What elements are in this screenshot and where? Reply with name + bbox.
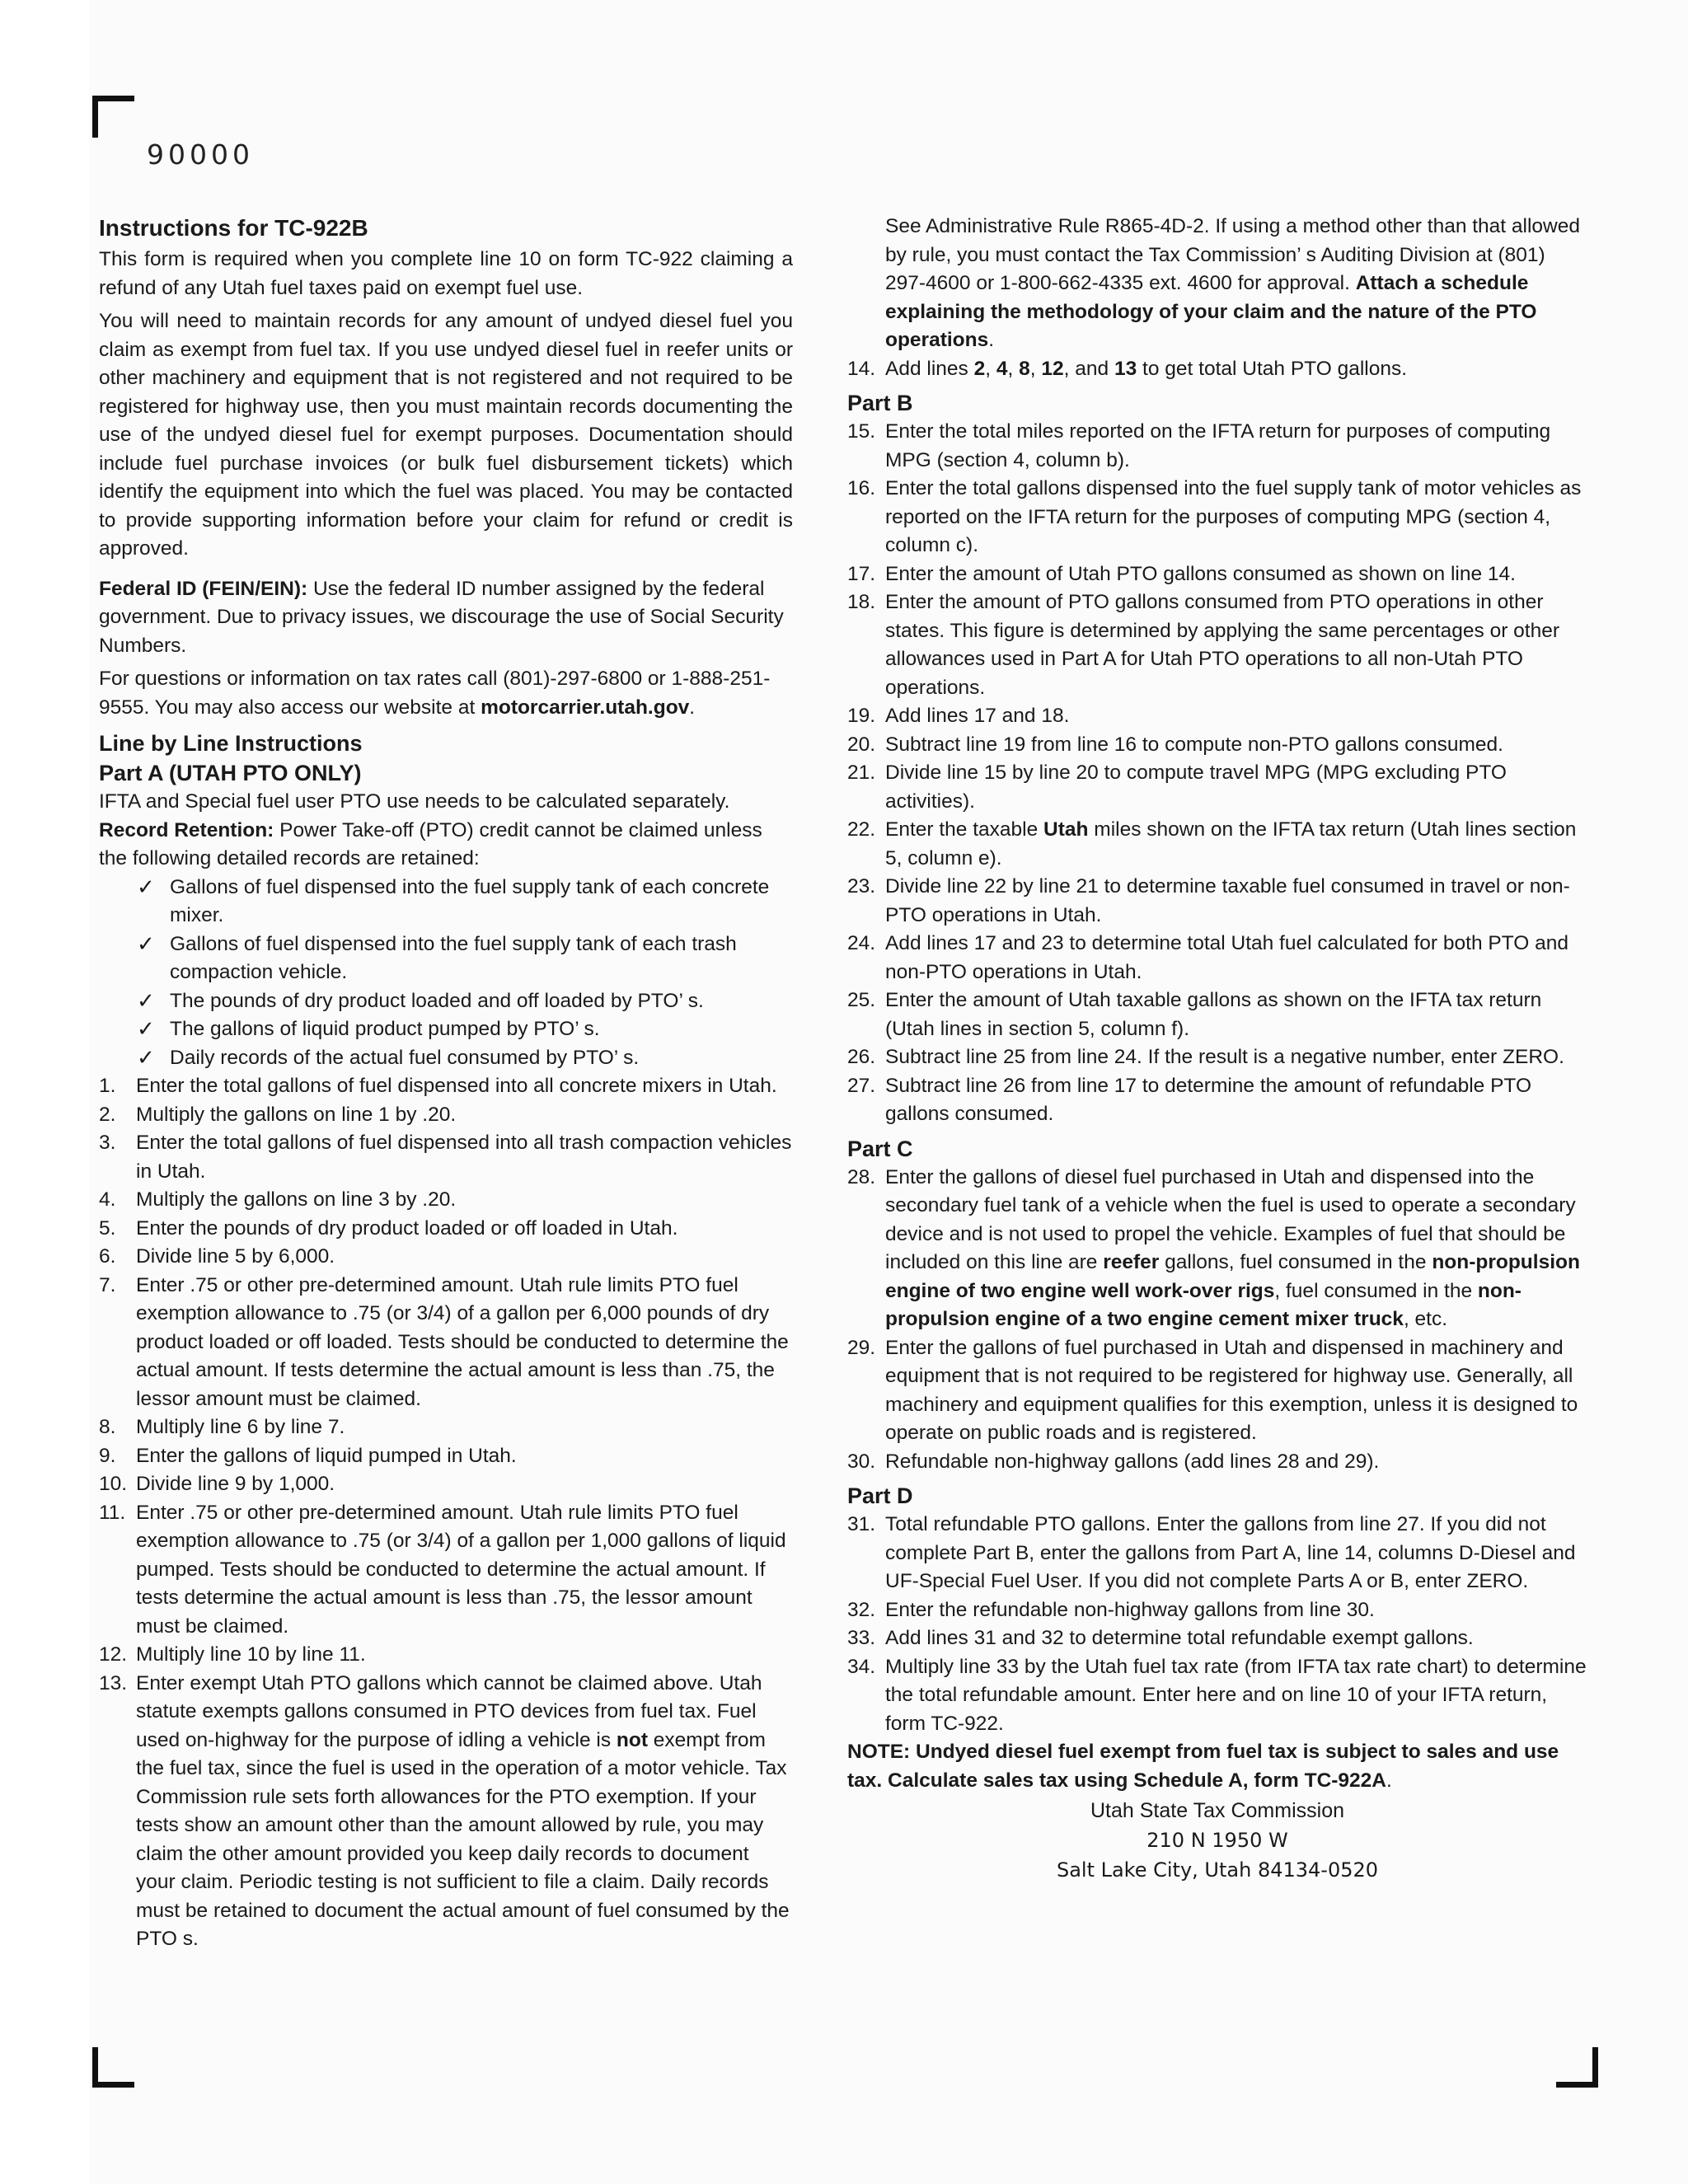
item-text: Divide line 5 by 6,000. — [136, 1245, 335, 1268]
item-text: , — [985, 357, 996, 380]
item-text: Refundable non-highway gallons (add lines 28 and 29). — [885, 1450, 1380, 1473]
item-number: 3. — [99, 1132, 116, 1154]
item-number: 26. — [847, 1046, 876, 1068]
item-number: 9. — [99, 1444, 116, 1467]
fein-paragraph — [99, 575, 793, 661]
list-item — [99, 1129, 793, 1186]
list-item — [99, 1470, 793, 1499]
item-number: 18. — [847, 591, 876, 613]
part-d-list — [847, 1511, 1587, 1738]
list-item — [99, 1186, 793, 1215]
checkmark-icon: ✓ — [137, 1045, 155, 1071]
item-text: Enter .75 or other pre-determined amount. Utah rule limits PTO fuel exemption allowance to .75 (or 3/4) of a gallon per 6,000 pounds of dry product loaded or off loaded. Tests should be conducted to determine the actual amount. If tests determine the actual amount is less than .75, the lessor amount must be claimed. — [136, 1273, 789, 1410]
note-text: NOTE: Undyed diesel fuel exempt from fuel tax is subject to sales and use tax. Calculate sales tax using Schedule A, form TC-922A — [847, 1741, 1559, 1792]
item-text-bold: non-propulsion engine of a two engine cement mixer truck — [885, 1279, 1522, 1330]
item-text: Add lines — [885, 357, 974, 380]
list-item — [847, 1164, 1587, 1334]
item-number: 4. — [99, 1188, 116, 1211]
item-text: Subtract line 26 from line 17 to determine the amount of refundable PTO gallons consumed. — [885, 1074, 1531, 1125]
item-number: 31. — [847, 1513, 876, 1535]
item-text: Enter the total miles reported on the IFTA return for purposes of computing MPG (section 4, column b). — [885, 420, 1551, 471]
list-item — [99, 1413, 793, 1442]
record-retention-label: Record Retention: — [99, 818, 274, 841]
list-item — [99, 1670, 793, 1954]
checklist-item — [137, 1044, 793, 1073]
item-text: , etc. — [1403, 1308, 1448, 1330]
item-number: 32. — [847, 1598, 876, 1621]
item-number: 22. — [847, 818, 876, 841]
list-item — [847, 1624, 1587, 1653]
line-ref: 2 — [973, 357, 986, 380]
continuation-text: See Administrative Rule R865-4D-2. If using a method other than that allowed by rule, you must contact the Tax Commission’ s Auditing Division at (801) 297-4600 or 1-800-662-4335 ext. 4600 for approval. — [885, 215, 1581, 294]
intro-paragraph-1: This form is required when you complete line 10 on form TC-922 claiming a refund of any Utah fuel taxes paid on exempt fuel use. — [99, 248, 793, 299]
item14-list — [847, 355, 1587, 384]
list-item — [99, 1499, 793, 1642]
item-text: miles shown on the IFTA tax return (Utah lines section 5, column e). — [885, 818, 1577, 869]
item-text: Enter the amount of PTO gallons consumed from PTO operations in other states. This figure is determined by applying the same percentages or other allowances used in Part A for Utah PTO operations to all non-Utah PTO operations. — [885, 591, 1560, 699]
item-number: 14. — [847, 357, 876, 380]
list-item — [847, 873, 1587, 930]
list-item — [847, 1448, 1587, 1477]
item-number: 2. — [99, 1103, 116, 1126]
checkmark-icon: ✓ — [137, 988, 155, 1014]
checklist-text: Gallons of fuel dispensed into the fuel supply tank of each trash compaction vehicle. — [170, 932, 737, 983]
checklist-text: Gallons of fuel dispensed into the fuel supply tank of each concrete mixer. — [170, 875, 770, 926]
item-text-bold: reefer — [1103, 1251, 1160, 1273]
item-text: Enter the total gallons of fuel dispensed into all concrete mixers in Utah. — [136, 1075, 777, 1097]
contact-paragraph — [99, 665, 793, 722]
fein-text: Use the federal ID number assigned by the federal government. Due to privacy issues, we discourage the use of Social Security Numbers. — [99, 577, 784, 657]
item-text: Add lines 31 and 32 to determine total refundable exempt gallons. — [885, 1627, 1474, 1649]
list-item — [847, 930, 1587, 987]
item-number: 29. — [847, 1336, 876, 1359]
item-text: Subtract line 19 from line 16 to compute non-PTO gallons consumed. — [885, 733, 1503, 756]
list-item — [847, 702, 1587, 731]
part-a-list — [99, 1072, 793, 1954]
list-item — [847, 731, 1587, 760]
list-item — [847, 355, 1587, 384]
item-text: Enter the pounds of dry product loaded or off loaded in Utah. — [136, 1216, 678, 1240]
item-text: Add lines 17 and 23 to determine total Utah fuel calculated for both PTO and non-PTO operations in Utah. — [885, 932, 1568, 983]
line-ref: 4 — [996, 357, 1008, 380]
continuation-end: . — [988, 329, 995, 351]
part-b-heading: Part B — [847, 391, 913, 415]
website-link[interactable]: motorcarrier.utah.gov — [481, 696, 690, 719]
checklist-item — [137, 930, 793, 987]
list-item — [99, 1072, 793, 1101]
corner-mark-top-left — [92, 96, 134, 138]
list-item — [99, 1243, 793, 1272]
record-retention-paragraph — [99, 817, 793, 874]
list-item — [847, 987, 1587, 1043]
continuation-bold: Attach a schedule explaining the methodology of your claim and the nature of the PTO operations — [885, 272, 1537, 351]
checkmark-icon: ✓ — [137, 931, 155, 957]
item-text: Divide line 9 by 1,000. — [136, 1473, 335, 1495]
item-number: 30. — [847, 1450, 876, 1473]
item-text: Multiply the gallons on line 1 by .20. — [136, 1103, 457, 1126]
list-item — [99, 1215, 793, 1244]
item-text: Enter the total gallons of fuel dispensed into all trash compaction vehicles in Utah. — [136, 1132, 792, 1183]
item-text: Enter the total gallons dispensed into the fuel supply tank of motor vehicles as reported on the IFTA return for the purposes of computing MPG (section 4, column c). — [885, 477, 1582, 556]
record-checklist — [99, 874, 793, 1073]
item-text: Enter .75 or other pre-determined amount. Utah rule limits PTO fuel exemption allowance to .75 (or 3/4) of a gallon per 1,000 gallons of liquid pumped. Tests should be conducted to determine the actual amount. If tests determine the actual amount is less than .75, the lessor amount must be claimed. — [136, 1501, 786, 1638]
item-number: 28. — [847, 1165, 876, 1188]
list-item — [847, 1511, 1587, 1596]
list-item — [847, 1334, 1587, 1448]
item-number: 5. — [99, 1216, 116, 1240]
item-number: 21. — [847, 762, 876, 784]
list-item — [847, 759, 1587, 816]
item-text: to get total Utah PTO gallons. — [1137, 357, 1408, 380]
checkmark-icon: ✓ — [137, 874, 155, 900]
item-number: 7. — [99, 1273, 116, 1296]
item-number: 27. — [847, 1074, 876, 1097]
checklist-text: The gallons of liquid product pumped by PTO’ s. — [170, 1018, 600, 1040]
item-number: 20. — [847, 733, 876, 756]
item-number: 11. — [99, 1501, 126, 1524]
form-number: 90000 — [147, 138, 254, 171]
item-text-bold: Utah — [1043, 818, 1089, 841]
item-number: 19. — [847, 705, 876, 727]
list-item — [847, 475, 1587, 560]
corner-mark-bottom-left — [92, 2047, 134, 2088]
sales-tax-note — [847, 1738, 1587, 1795]
list-item — [99, 1641, 793, 1670]
item-text: exempt from the fuel tax, since the fuel is used in the operation of a motor vehicle. Tax Commission rule sets forth allowances for the PTO exemption. If your tests show an amount other than the amount allowed by rule, you may claim the other amount provided you keep daily records to document your claim. Periodic testing is not sufficient to file a claim. Daily records must be retained to document the actual amount of fuel consumed by the PTO s. — [136, 1728, 790, 1950]
right-column — [847, 213, 1587, 1885]
list-item — [847, 1043, 1587, 1072]
line-by-line-heading: Line by Line Instructions — [99, 731, 363, 756]
list-item — [847, 1596, 1587, 1625]
item-text: , — [1029, 357, 1042, 380]
item-text: Divide line 15 by line 20 to compute travel MPG (MPG excluding PTO activities). — [885, 762, 1507, 813]
list-item — [847, 1072, 1587, 1129]
part-a-heading: Part A (UTAH PTO ONLY) — [99, 761, 362, 785]
item-text: Total refundable PTO gallons. Enter the gallons from line 27. If you did not complete Part B, enter the gallons from Part A, line 14, columns D-Diesel and UF-Special Fuel User. If you did not complete Parts A or B, enter ZERO. — [885, 1513, 1576, 1592]
record-retention-text: Power Take-off (PTO) credit cannot be claimed unless the following detailed records are retained: — [99, 818, 762, 869]
list-item — [847, 588, 1587, 702]
checklist-item — [137, 874, 793, 930]
item-text: , fuel consumed in the — [1274, 1279, 1478, 1302]
item-text: Enter the refundable non-highway gallons from line 30. — [885, 1598, 1375, 1621]
item-text: Add lines 17 and 18. — [885, 705, 1070, 727]
contact-end: . — [689, 696, 696, 719]
list-item — [847, 418, 1587, 475]
part-c-heading: Part C — [847, 1136, 913, 1161]
line-ref: 8 — [1019, 357, 1030, 380]
fein-label: Federal ID (FEIN/EIN): — [99, 577, 308, 600]
part-b-list — [847, 418, 1587, 1129]
list-item — [99, 1272, 793, 1414]
item-number: 6. — [99, 1245, 116, 1268]
item-number: 24. — [847, 932, 876, 954]
item-number: 8. — [99, 1416, 116, 1438]
item-text: Multiply line 10 by line 11. — [136, 1643, 366, 1666]
part-c-list — [847, 1164, 1587, 1477]
address-block — [847, 1797, 1587, 1885]
item-text: , — [1007, 357, 1020, 380]
item-number: 13. — [99, 1671, 128, 1694]
commission-name: Utah State Tax Commission — [1090, 1799, 1344, 1822]
item-text: Multiply line 6 by line 7. — [136, 1416, 345, 1438]
list-item — [99, 1442, 793, 1471]
checklist-text: The pounds of dry product loaded and off loaded by PTO’ s. — [170, 989, 704, 1012]
item-text: Multiply the gallons on line 3 by .20. — [136, 1188, 457, 1211]
contact-text: For questions or information on tax rates call (801)-297-6800 or 1-888-251-9555. You may also access our website at — [99, 668, 771, 719]
item-text: Subtract line 25 from line 24. If the result is a negative number, enter ZERO. — [885, 1046, 1564, 1068]
item-text: Enter the amount of Utah taxable gallons as shown on the IFTA tax return (Utah lines in section 5, column f). — [885, 989, 1542, 1040]
list-item — [99, 1101, 793, 1130]
list-item — [847, 560, 1587, 589]
intro-section — [99, 213, 793, 564]
line-ref: 12 — [1041, 357, 1064, 380]
item-text: Divide line 22 by line 21 to determine taxable fuel consumed in travel or non-PTO operations in Utah. — [885, 875, 1570, 926]
list-item — [847, 816, 1587, 873]
item-number: 10. — [99, 1473, 128, 1495]
note-end: . — [1386, 1769, 1392, 1792]
item-text: Enter the gallons of liquid pumped in Utah. — [136, 1444, 517, 1467]
item-text: gallons, fuel consumed in the — [1159, 1251, 1432, 1273]
city-address: Salt Lake City, Utah 84134-0520 — [1056, 1858, 1379, 1882]
checkmark-icon: ✓ — [137, 1017, 155, 1042]
item-text: Enter the taxable — [885, 818, 1044, 841]
item-text: , and — [1063, 357, 1114, 380]
item-text-bold: not — [616, 1728, 648, 1751]
part-d-heading: Part D — [847, 1483, 913, 1508]
item-text: Enter the amount of Utah PTO gallons consumed as shown on line 14. — [885, 562, 1516, 585]
checklist-text: Daily records of the actual fuel consumed by PTO’ s. — [170, 1046, 640, 1069]
corner-mark-bottom-right — [1556, 2047, 1598, 2088]
part-a-intro: IFTA and Special fuel user PTO use needs to be calculated separately. — [99, 790, 730, 813]
item-number: 23. — [847, 875, 876, 898]
intro-paragraph-2: You will need to maintain records for any amount of undyed diesel fuel you claim as exempt from fuel tax. If you use undyed diesel fuel in reefer units or other machinery and equipment that is not registered and not required to be registered for highway use, then you must maintain records documenting the use of the undyed diesel fuel for exempt purposes. Documentation should include fuel purchase invoices (or bulk fuel disbursement tickets) which identify the equipment into which the fuel was placed. You may be contacted to provide supporting information before your claim for refund or credit is approved. — [99, 310, 793, 560]
checklist-item — [137, 1015, 793, 1044]
item-number: 1. — [99, 1075, 116, 1097]
item-text: Enter the gallons of diesel fuel purchased in Utah and dispensed into the secondary fuel tank of a vehicle when the fuel is used to operate a secondary device and is not used to propel the vehicle. Examples of fuel that should be included on this line are — [885, 1165, 1576, 1273]
street-address: 210 N 1950 W — [1146, 1829, 1288, 1852]
item-number: 25. — [847, 989, 876, 1011]
item-number: 15. — [847, 420, 876, 443]
item-text-bold: non-propulsion engine of two engine well work-over rigs — [885, 1251, 1580, 1302]
item-number: 12. — [99, 1643, 128, 1666]
line-ref: 13 — [1114, 357, 1137, 380]
left-column — [99, 213, 793, 1954]
item-text: Multiply line 33 by the Utah fuel tax rate (from IFTA tax rate chart) to determine the total refundable amount. Enter here and on line 10 of your IFTA return, form TC-922. — [885, 1655, 1587, 1735]
item-text: Enter the gallons of fuel purchased in Utah and dispensed in machinery and equipment that is not required to be registered for highway use. Generally, all machinery and equipment qualifies for this exemption, unless it is designed to operate on public roads and is registered. — [885, 1336, 1578, 1444]
item-number: 34. — [847, 1655, 876, 1678]
instructions-title: Instructions for TC-922B — [99, 215, 368, 241]
item-number: 17. — [847, 562, 876, 585]
item13-continuation — [847, 213, 1587, 355]
checklist-item — [137, 987, 793, 1016]
item-number: 33. — [847, 1627, 876, 1649]
item-text: Enter exempt Utah PTO gallons which cannot be claimed above. Utah statute exempts gallons consumed in PTO devices from fuel tax. Fuel used on-highway for the purpose of idling a vehicle is — [136, 1671, 762, 1751]
item-number: 16. — [847, 477, 876, 499]
list-item — [847, 1653, 1587, 1739]
